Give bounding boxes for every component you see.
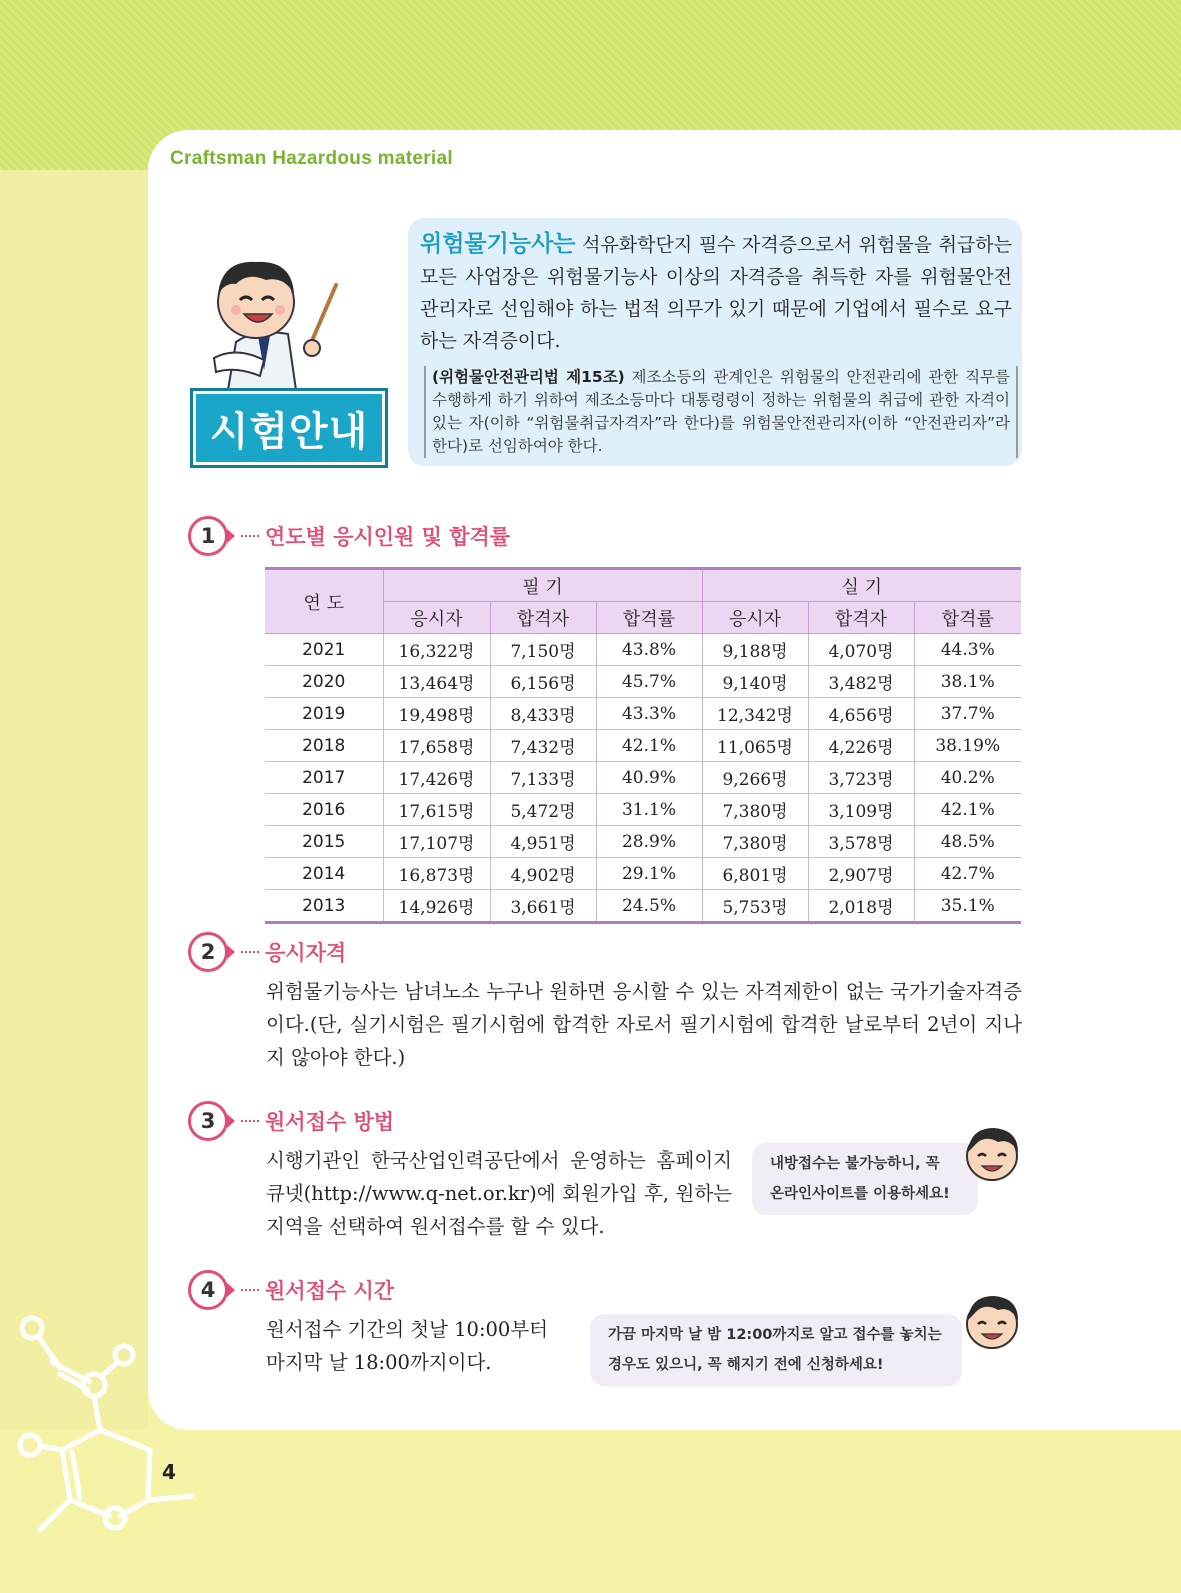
table-cell: 4,226명 — [808, 730, 914, 762]
table-row — [265, 826, 1021, 858]
exam-statistics-table — [265, 567, 1021, 924]
table-cell: 29.1% — [596, 858, 702, 890]
tip-line: 내방접수는 불가능하니, 꼭 — [770, 1156, 940, 1172]
table-cell: 9,266명 — [702, 762, 808, 794]
application-time-text — [266, 1313, 586, 1379]
table-row — [265, 858, 1021, 890]
qualification-text: 위험물기능사는 남녀노소 누구나 원하면 응시할 수 있는 자격제한이 없는 국가기술자격증이다.(단, 실기시험은 필기시험에 합격한 자로서 필기시험에 합격한 날로부터 2년이 지나지 않아야 한다.) — [266, 980, 1022, 1069]
subheader: 합격률 — [596, 602, 702, 634]
section-heading-1 — [188, 516, 510, 556]
section-heading-2 — [188, 932, 346, 972]
section-number: 4 — [188, 1270, 228, 1310]
table-cell: 2,907명 — [808, 858, 914, 890]
table-cell: 2,018명 — [808, 890, 914, 923]
table-cell: 43.8% — [596, 634, 702, 666]
year-cell: 2021 — [265, 634, 383, 666]
table-row — [265, 890, 1021, 923]
table-cell: 35.1% — [914, 890, 1021, 923]
table-cell: 4,951명 — [490, 826, 596, 858]
section-dots — [241, 1120, 259, 1122]
running-header: Craftsman Hazardous material — [170, 148, 453, 169]
table-body — [265, 634, 1021, 923]
table-cell: 3,578명 — [808, 826, 914, 858]
header-practical: 실 기 — [702, 569, 1021, 602]
table-cell: 3,661명 — [490, 890, 596, 923]
section-heading-4 — [188, 1270, 394, 1310]
table-cell: 4,070명 — [808, 634, 914, 666]
table-cell: 48.5% — [914, 826, 1021, 858]
section-number: 3 — [188, 1101, 228, 1141]
table-row — [265, 698, 1021, 730]
tip-bubble-online — [752, 1143, 978, 1215]
table-cell: 44.3% — [914, 634, 1021, 666]
boy-face-icon — [962, 1290, 1022, 1352]
law-text: 제조소등의 관계인은 위험물의 안전관리에 관한 직무를 수행하게 하기 위하여 제조소등마다 대통령령이 정하는 위험물의 취급에 관한 자격이 있는 자(이하 “위험물취급자격자”라 한다)를 위험물안전관리자(이하 “안전관리자”라 한다)로 선임하여야 한다. — [432, 368, 1010, 455]
table-cell: 3,482명 — [808, 666, 914, 698]
header-year: 연 도 — [265, 569, 383, 634]
subheader: 합격자 — [490, 602, 596, 634]
table-cell: 42.1% — [596, 730, 702, 762]
time-line: 마지막 날 18:00까지이다. — [266, 1351, 492, 1374]
year-cell: 2016 — [265, 794, 383, 826]
table-row — [265, 762, 1021, 794]
table-cell: 43.3% — [596, 698, 702, 730]
table-cell: 13,464명 — [383, 666, 490, 698]
section-heading-3 — [188, 1101, 394, 1141]
table-cell: 38.1% — [914, 666, 1021, 698]
page-number: 4 — [162, 1460, 176, 1484]
table-cell: 17,658명 — [383, 730, 490, 762]
year-cell: 2020 — [265, 666, 383, 698]
table-row — [265, 730, 1021, 762]
section-title: 원서접수 시간 — [265, 1279, 395, 1303]
table-cell: 24.5% — [596, 890, 702, 923]
year-cell: 2014 — [265, 858, 383, 890]
subheader: 응시자 — [383, 602, 490, 634]
section-arrow-icon — [227, 945, 235, 959]
section-arrow-icon — [227, 1114, 235, 1128]
table-cell: 16,322명 — [383, 634, 490, 666]
table-cell: 31.1% — [596, 794, 702, 826]
table-cell: 12,342명 — [702, 698, 808, 730]
section-title: 연도별 응시인원 및 합격률 — [265, 525, 511, 549]
table-cell: 4,902명 — [490, 858, 596, 890]
table-cell: 4,656명 — [808, 698, 914, 730]
section-number: 2 — [188, 932, 228, 972]
table-cell: 8,433명 — [490, 698, 596, 730]
application-method-text: 시행기관인 한국산업인력공단에서 운영하는 홈페이지 큐넷(http://www.q-net.or.kr)에 회원가입 후, 원하는 지역을 선택하여 원서접수를 할 수 있다. — [266, 1149, 732, 1238]
tip-line: 온라인사이트를 이용하세요! — [770, 1186, 950, 1202]
table-cell: 7,380명 — [702, 794, 808, 826]
year-cell: 2013 — [265, 890, 383, 923]
table-row — [265, 666, 1021, 698]
table-cell: 11,065명 — [702, 730, 808, 762]
table-cell: 38.19% — [914, 730, 1021, 762]
table-row — [265, 794, 1021, 826]
table-cell: 7,133명 — [490, 762, 596, 794]
year-cell: 2015 — [265, 826, 383, 858]
table-cell: 3,109명 — [808, 794, 914, 826]
section-number: 1 — [188, 516, 228, 556]
section-title: 원서접수 방법 — [265, 1110, 395, 1134]
table-cell: 28.9% — [596, 826, 702, 858]
section-title: 응시자격 — [265, 941, 347, 965]
table-cell: 37.7% — [914, 698, 1021, 730]
section-arrow-icon — [227, 529, 235, 543]
table-cell: 40.2% — [914, 762, 1021, 794]
tip-line: 가끔 마지막 날 밤 12:00까지로 알고 접수를 놓치는 — [608, 1327, 942, 1343]
table-cell: 7,432명 — [490, 730, 596, 762]
table-cell: 42.7% — [914, 858, 1021, 890]
year-cell: 2017 — [265, 762, 383, 794]
tip-bubble-deadline — [590, 1314, 962, 1386]
section-arrow-icon — [227, 1283, 235, 1297]
intro-paragraph — [420, 228, 1012, 357]
law-reference: (위험물안전관리법 제15조) — [432, 368, 625, 386]
intro-box — [408, 218, 1022, 466]
intro-highlight: 위험물기능사는 — [420, 231, 576, 257]
table-cell: 9,188명 — [702, 634, 808, 666]
table-cell: 16,873명 — [383, 858, 490, 890]
table-row — [265, 634, 1021, 666]
subheader: 합격률 — [914, 602, 1021, 634]
background-left-band — [0, 170, 148, 1430]
year-cell: 2019 — [265, 698, 383, 730]
header-written: 필 기 — [383, 569, 702, 602]
exam-guide-badge: 시험안내 — [190, 388, 388, 468]
law-quote — [424, 366, 1018, 458]
table-cell: 42.1% — [914, 794, 1021, 826]
table-cell: 7,380명 — [702, 826, 808, 858]
subheader: 응시자 — [702, 602, 808, 634]
table-cell: 6,801명 — [702, 858, 808, 890]
table-cell: 9,140명 — [702, 666, 808, 698]
table-cell: 40.9% — [596, 762, 702, 794]
teacher-mascot-icon — [196, 250, 346, 390]
table-cell: 45.7% — [596, 666, 702, 698]
table-cell: 5,472명 — [490, 794, 596, 826]
year-cell: 2018 — [265, 730, 383, 762]
table-cell: 3,723명 — [808, 762, 914, 794]
table-cell: 14,926명 — [383, 890, 490, 923]
tip-line: 경우도 있으니, 꼭 해지기 전에 신청하세요! — [608, 1357, 884, 1373]
table-cell: 6,156명 — [490, 666, 596, 698]
boy-face-icon — [962, 1122, 1022, 1184]
table-cell: 17,107명 — [383, 826, 490, 858]
section-dots — [241, 535, 259, 537]
intro-text: 석유화학단지 필수 자격증으로서 위험물을 취급하는 모든 사업장은 위험물기능사 이상의 자격증을 취득한 자를 위험물안전관리자로 선임해야 하는 법적 의무가 있기 때문에 기업에서 필수로 요구하는 자격증이다. — [420, 234, 1012, 352]
table-cell: 17,615명 — [383, 794, 490, 826]
table-cell: 5,753명 — [702, 890, 808, 923]
section-dots — [241, 1289, 259, 1291]
table-cell: 17,426명 — [383, 762, 490, 794]
subheader: 합격자 — [808, 602, 914, 634]
section-dots — [241, 951, 259, 953]
time-line: 원서접수 기간의 첫날 10:00부터 — [266, 1318, 548, 1341]
table-cell: 19,498명 — [383, 698, 490, 730]
table-cell: 7,150명 — [490, 634, 596, 666]
